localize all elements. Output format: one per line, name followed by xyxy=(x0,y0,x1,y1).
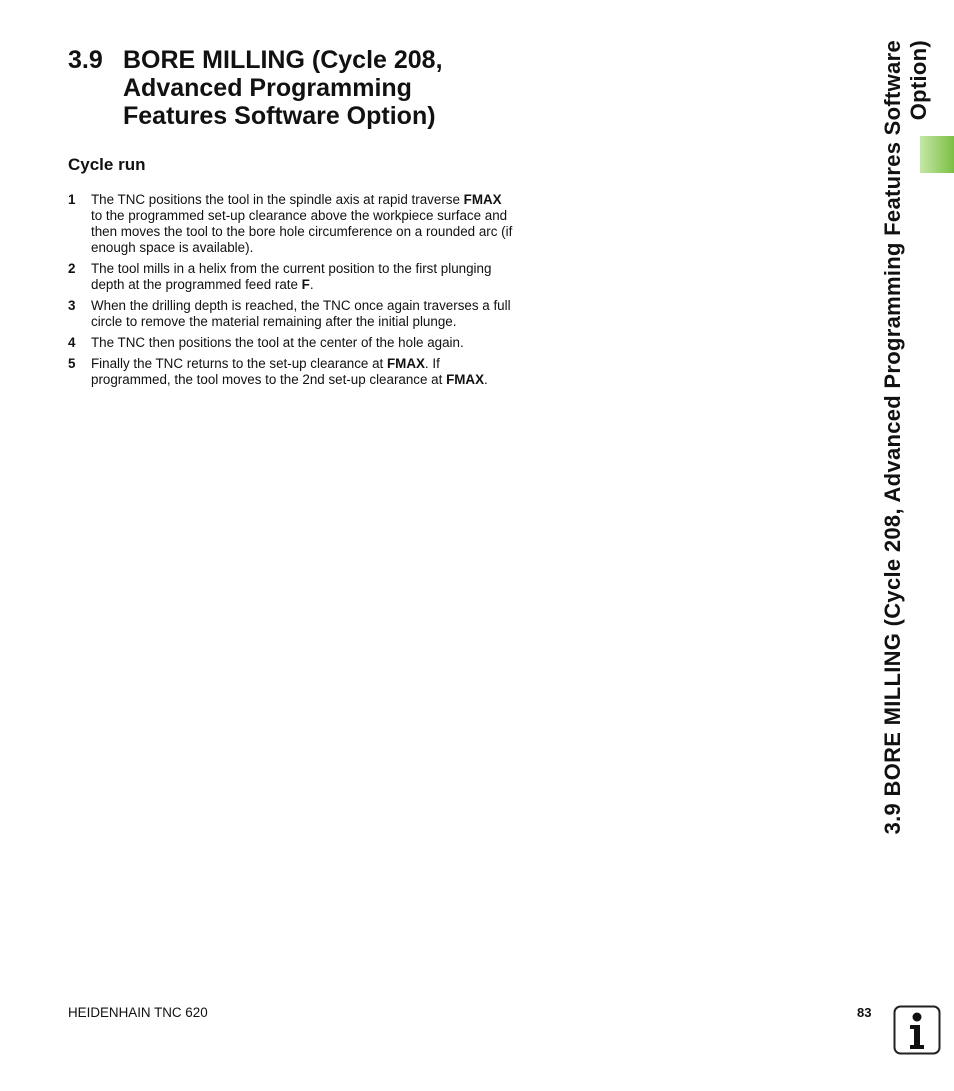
step-number: 4 xyxy=(68,335,76,350)
cycle-steps-list xyxy=(68,192,513,393)
step-number: 3 xyxy=(68,298,76,313)
step-number: 2 xyxy=(68,261,76,276)
section-title-line-2: Advanced Programming xyxy=(123,74,412,102)
list-item xyxy=(68,335,513,351)
info-icon xyxy=(893,1005,941,1055)
vertical-title-line-1: 3.9 BORE MILLING (Cycle 208, Advanced Programming Features Software xyxy=(880,40,905,835)
section-title xyxy=(68,46,538,130)
list-item xyxy=(68,261,513,293)
step-text: Finally the TNC returns to the set-up clearance at FMAX. If programmed, the tool moves to the 2nd set-up clearance at FMAX. xyxy=(91,356,488,387)
list-item xyxy=(68,298,513,330)
step-number: 5 xyxy=(68,356,76,371)
list-item xyxy=(68,356,513,388)
chapter-tab-marker xyxy=(920,136,954,173)
step-text: The tool mills in a helix from the current position to the first plunging depth at the programmed feed rate F. xyxy=(91,261,492,292)
step-text: The TNC positions the tool in the spindle axis at rapid traverse FMAX to the programmed set-up clearance above the workpiece surface and then moves the tool to the bore hole circumference on a rounded arc (if enough space is available). xyxy=(91,192,513,255)
section-title-line-1: BORE MILLING (Cycle 208, xyxy=(123,46,443,74)
footer-product-name: HEIDENHAIN TNC 620 xyxy=(68,1005,208,1020)
step-text: The TNC then positions the tool at the center of the hole again. xyxy=(91,335,464,350)
step-text: When the drilling depth is reached, the TNC once again traverses a full circle to remove the material remaining after the initial plunge. xyxy=(91,298,511,329)
section-number: 3.9 xyxy=(68,46,103,74)
vertical-title-line-2: Option) xyxy=(906,40,931,121)
list-item xyxy=(68,192,513,256)
subheading-cycle-run: Cycle run xyxy=(68,155,146,174)
step-number: 1 xyxy=(68,192,76,207)
section-title-line-3: Features Software Option) xyxy=(123,102,436,130)
page-number: 83 xyxy=(857,1005,872,1020)
vertical-chapter-title xyxy=(880,40,940,950)
